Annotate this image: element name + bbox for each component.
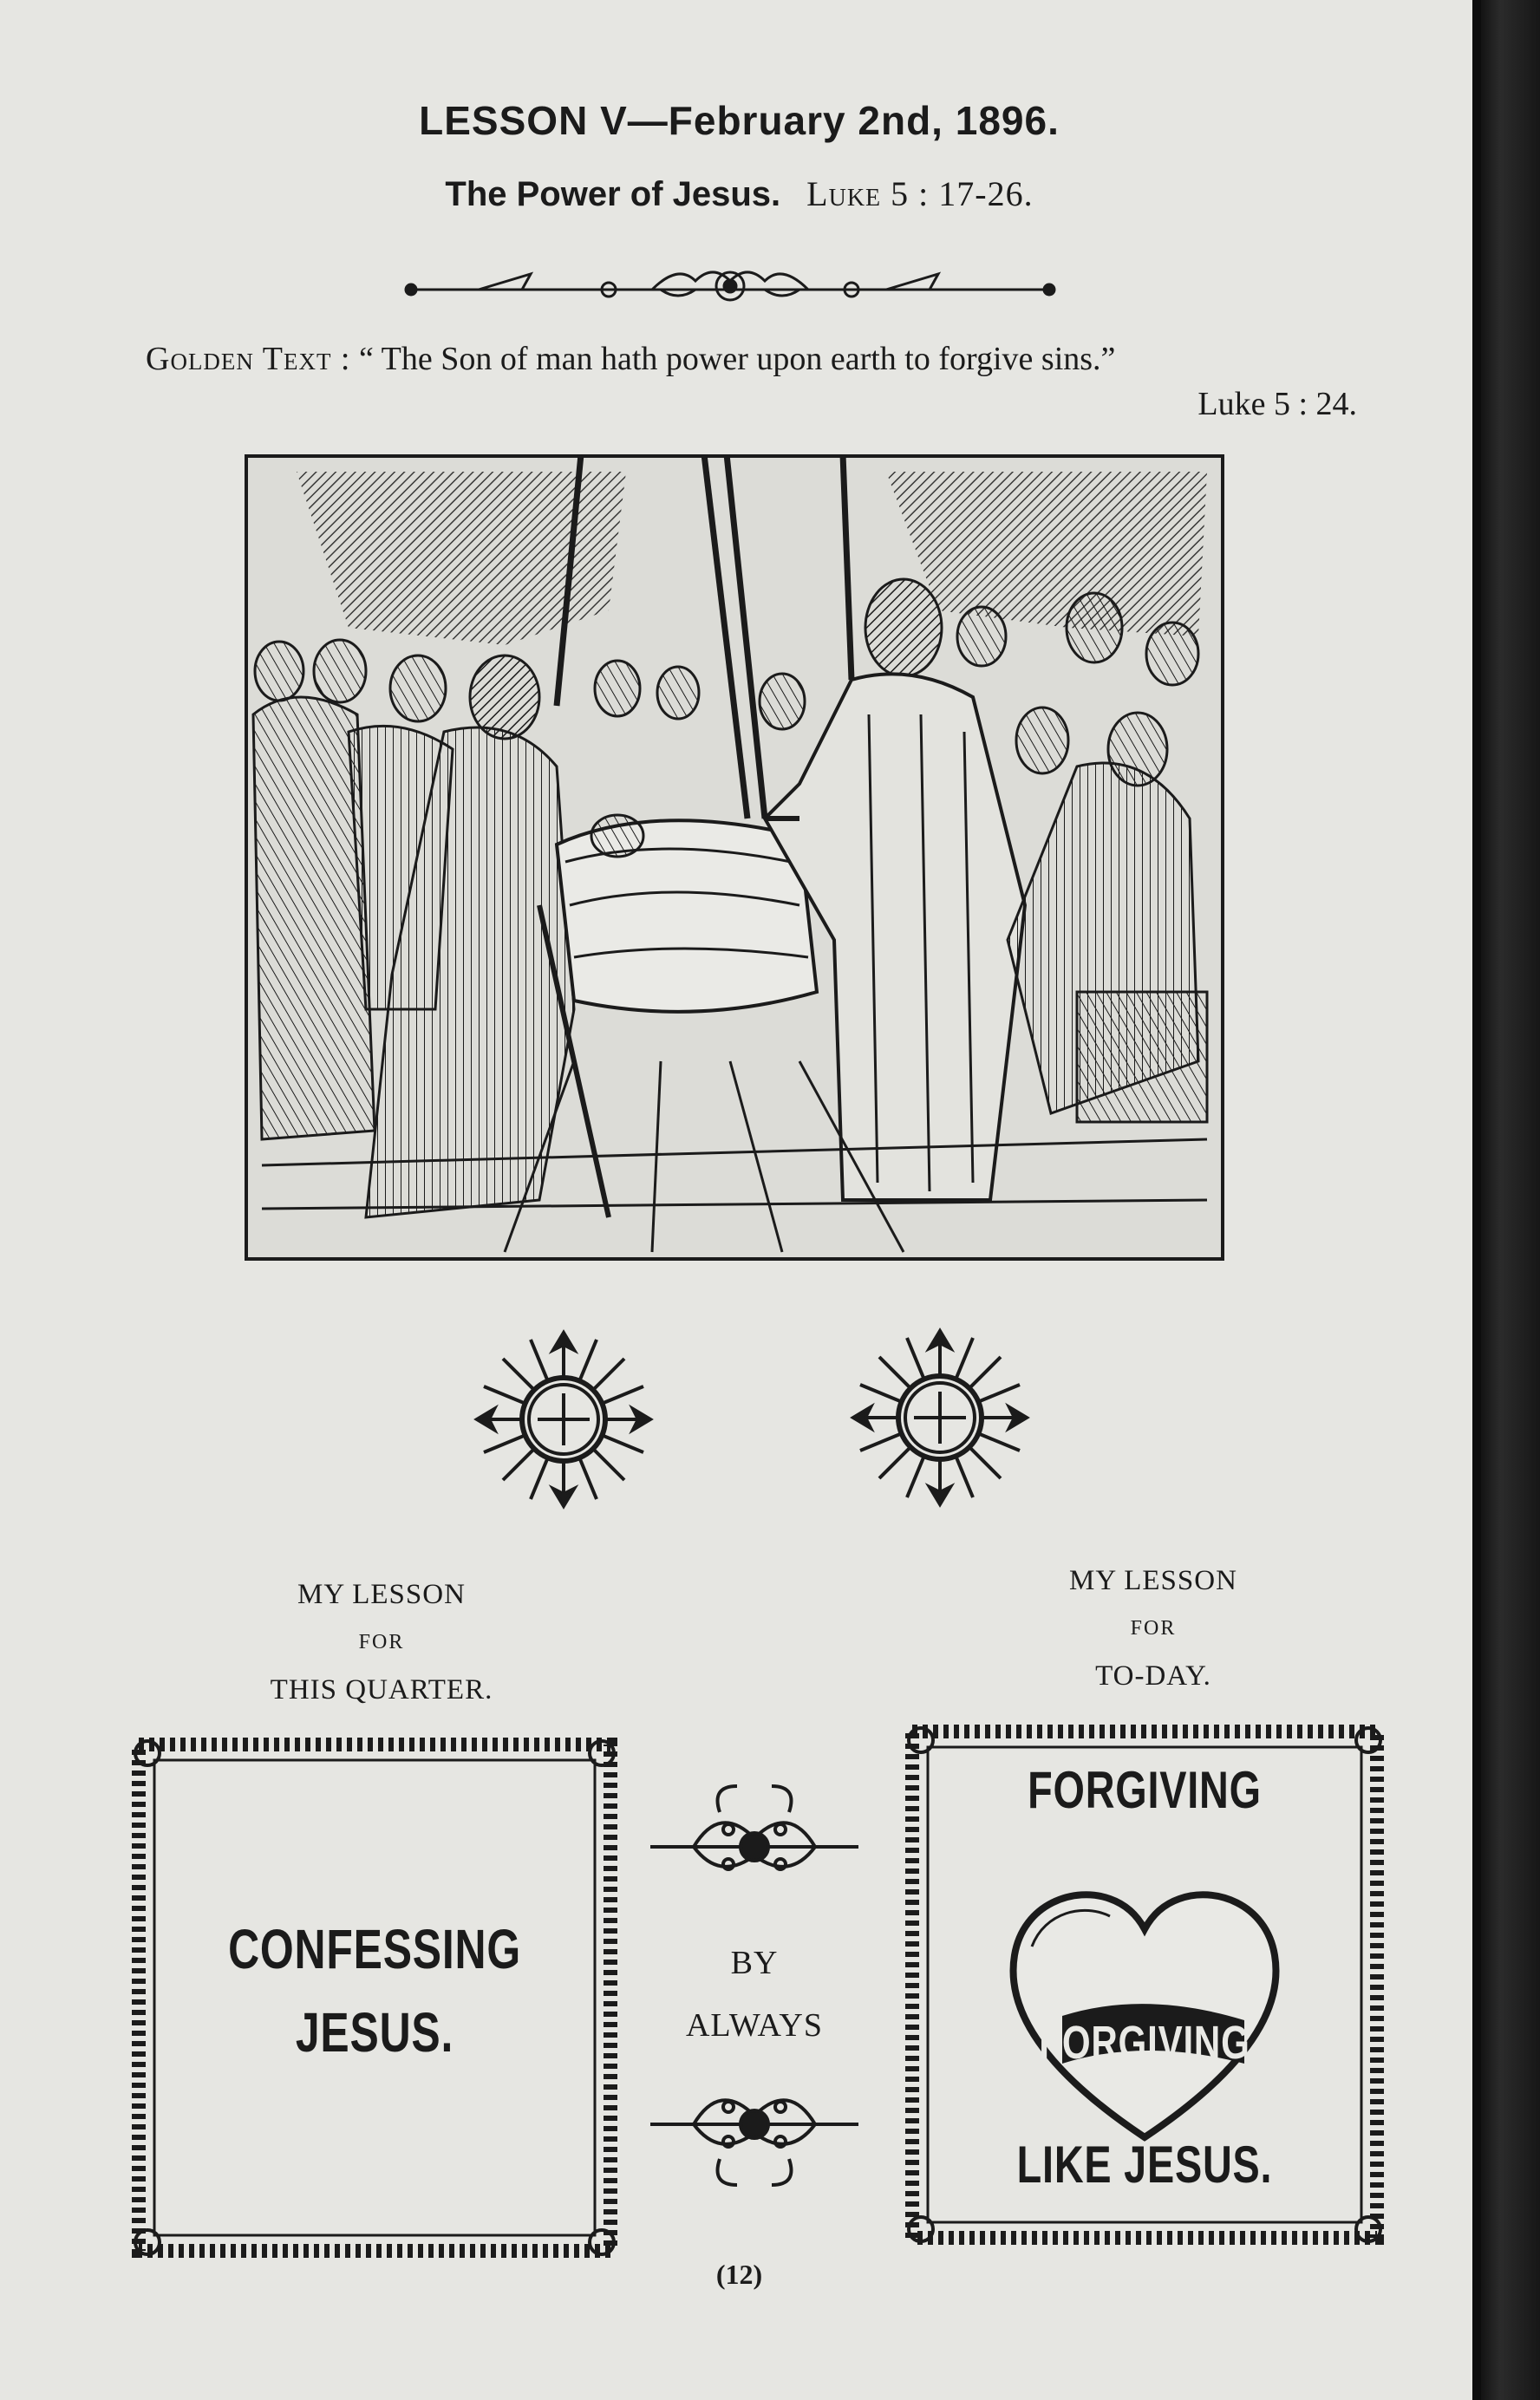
scroll-ornament-top-icon bbox=[642, 1777, 867, 1890]
left-caption-line3: THIS QUARTER. bbox=[270, 1674, 493, 1705]
right-box-top-text: FORGIVING bbox=[1028, 1761, 1262, 1819]
left-panel-caption bbox=[165, 1571, 598, 1714]
middle-line1: BY bbox=[730, 1945, 779, 1981]
left-box-text bbox=[128, 1908, 621, 2074]
golden-text-label: Golden Text : bbox=[146, 341, 351, 377]
scripture-reference: Luke 5 : 17-26. bbox=[806, 174, 1034, 213]
heart-banner-text: FORGIVING bbox=[1039, 2017, 1250, 2069]
book-binding bbox=[1478, 0, 1540, 2400]
right-caption-line2: FOR bbox=[1130, 1617, 1177, 1640]
golden-text bbox=[146, 340, 1115, 378]
book-spine-edge bbox=[1472, 0, 1481, 2400]
page-number: (12) bbox=[715, 2259, 763, 2290]
right-caption-line3: TO-DAY. bbox=[1095, 1660, 1211, 1692]
scroll-ornament-bottom-icon bbox=[642, 2081, 867, 2194]
engraving-illustration bbox=[245, 454, 1224, 1261]
left-box-line2: JESUS. bbox=[295, 2001, 454, 2064]
right-box-bottom bbox=[902, 2135, 1387, 2195]
left-box-line1: CONFESSING bbox=[228, 1918, 521, 1980]
golden-text-citation: Luke 5 : 24. bbox=[1197, 386, 1357, 422]
golden-text-quote: “ The Son of man hath power upon earth to forgive sins.” bbox=[359, 341, 1116, 377]
right-caption-line1: MY LESSON bbox=[1069, 1565, 1237, 1596]
starburst-ornament-right-icon bbox=[845, 1318, 1035, 1517]
middle-line2: ALWAYS bbox=[685, 2007, 824, 2044]
subtitle-text: The Power of Jesus. bbox=[445, 175, 781, 213]
left-caption-line1: MY LESSON bbox=[297, 1579, 466, 1610]
right-box-top bbox=[902, 1760, 1387, 1820]
right-box-bottom-text: LIKE JESUS. bbox=[1016, 2136, 1273, 2194]
ornamental-divider-icon bbox=[401, 262, 1060, 305]
right-panel-caption bbox=[936, 1557, 1370, 1700]
left-caption-line2: FOR bbox=[358, 1631, 405, 1653]
middle-text bbox=[624, 1932, 884, 2057]
lesson-title: LESSON V—February 2nd, 1896. bbox=[419, 98, 1060, 143]
starburst-ornament-left-icon bbox=[468, 1320, 659, 1519]
lesson-subtitle bbox=[0, 173, 1478, 214]
heart-banner bbox=[902, 2016, 1387, 2070]
